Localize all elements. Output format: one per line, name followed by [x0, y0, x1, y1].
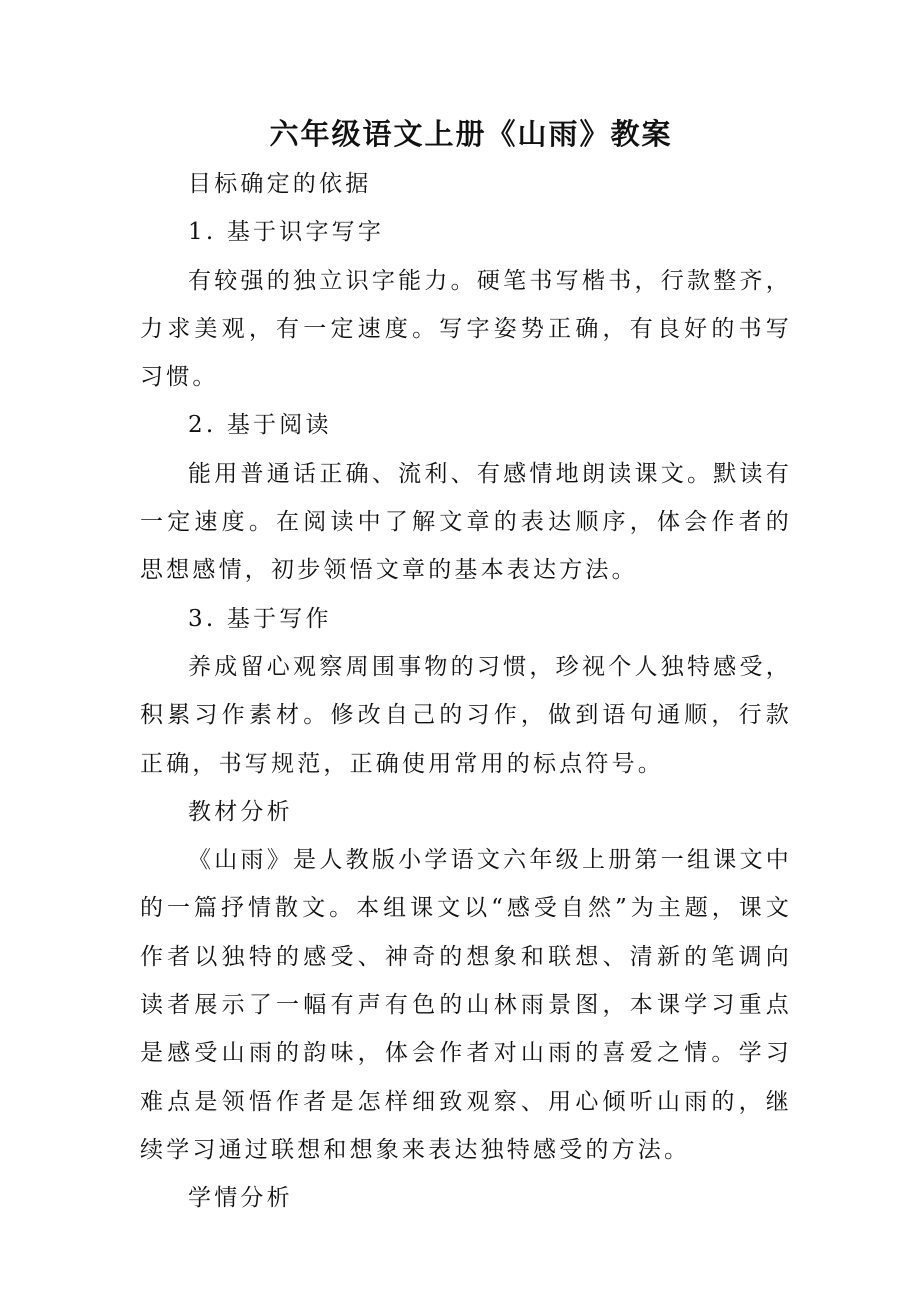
section-heading-reading: 2. 基于阅读: [188, 412, 332, 439]
document-page: [140, 108, 792, 1223]
section-heading-basis: 目标确定的依据: [188, 171, 372, 197]
paragraph-textbook-analysis: 《山雨》是人教版小学语文六年级上册第一组课文中的一篇抒情散文。本组课文以“感受自然”为主题，课文作者以独特的感受、神奇的想象和联想、清新的笔调向读者展示了一幅有声有色的山林雨景图，本课学习重点是感受山雨的韵味，体会作者对山雨的喜爱之情。学习难点是领悟作者是怎样细致观察、用心倾听山雨的，继续学习通过联想和想象来表达独特感受的方法。: [140, 847, 792, 1163]
paragraph-writing: 养成留心观察周围事物的习惯，珍视个人独特感受，积累习作素材。修改自己的习作，做到语句通顺，行款正确，书写规范，正确使用常用的标点符号。: [140, 653, 792, 777]
paragraph-reading: 能用普通话正确、流利、有感情地朗读课文。默读有一定速度。在阅读中了解文章的表达顺序，体会作者的思想感情，初步领悟文章的基本表达方法。: [140, 460, 792, 584]
paragraph-literacy: 有较强的独立识字能力。硬笔书写楷书，行款整齐，力求美观，有一定速度。写字姿势正确，有良好的书写习惯。: [140, 267, 792, 391]
section-heading-student-analysis: 学情分析: [188, 1185, 293, 1212]
document-title: 六年级语文上册《山雨》教案: [269, 117, 673, 151]
section-heading-literacy: 1. 基于识字写字: [188, 219, 385, 246]
section-heading-textbook-analysis: 教材分析: [188, 798, 293, 825]
section-heading-writing: 3. 基于写作: [188, 605, 332, 632]
